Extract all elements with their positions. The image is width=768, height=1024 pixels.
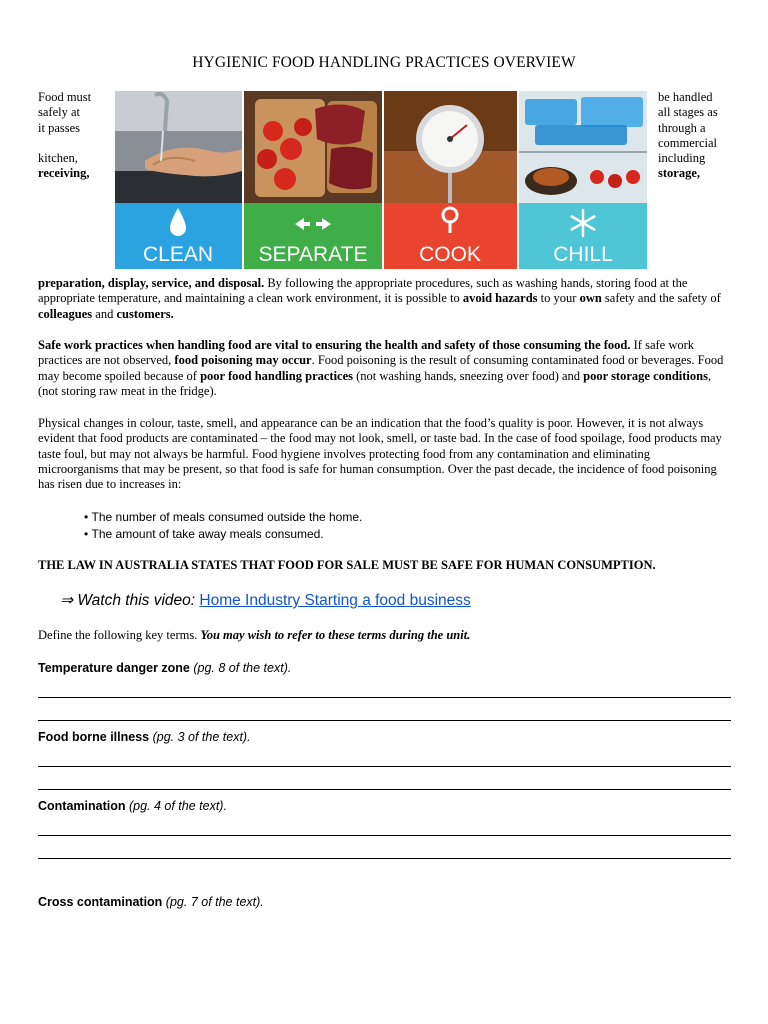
term-ref: (pg. 3 of the text). [149, 730, 251, 744]
body-text: to your [537, 291, 580, 306]
cook-label: COOK [419, 243, 481, 266]
bold-text: colleagues [38, 306, 93, 321]
body-text: , (not storing raw meat in the fridge). [38, 368, 712, 398]
term-label [38, 730, 251, 744]
term-ref: (pg. 8 of the text). [189, 661, 292, 675]
law-statement: THE LAW IN AUSTRALIA STATES THAT FOOD FOR SALE MUST BE SAFE FOR HUMAN CONSUMPTION. [38, 558, 656, 572]
define-emphasis: You may wish to refer to these terms during the unit. [200, 628, 471, 642]
bold-text: poor storage conditions [583, 368, 708, 383]
wrap-right-line: be handled [658, 90, 713, 104]
document-title: HYGIENIC FOOD HANDLING PRACTICES OVERVIEW [192, 54, 576, 71]
wrap-text-right [658, 90, 718, 182]
term-label [38, 799, 227, 813]
chill-label: CHILL [553, 243, 613, 266]
food-safety-banner [115, 91, 647, 269]
list-item: • The amount of take away meals consumed. [84, 527, 324, 541]
bold-text: Safe work practices when handling food are vital to ensuring the health and safety of those consuming the food. [38, 338, 631, 352]
body-text: . Food poisoning is the result of consuming contaminated food or beverages. Food may become spoiled because of [38, 353, 724, 383]
arrow-icon: ⇒ [60, 592, 73, 609]
bold-text: preparation, display, service, and disposal. [38, 276, 265, 290]
wrap-right-line: including [658, 151, 706, 166]
wrap-left-line: receiving, [38, 166, 90, 181]
define-instruction [38, 628, 470, 643]
wrap-left-line: it passes [38, 120, 81, 135]
term-name: Food borne illness [38, 730, 150, 744]
answer-line[interactable] [38, 789, 731, 790]
answer-line[interactable] [38, 720, 731, 721]
body-text: If safe work practices are not observed, [38, 338, 695, 368]
wrap-right-line: all stages as [658, 105, 718, 120]
wrap-left-line: Food must [38, 90, 92, 104]
list-item-text: The number of meals consumed outside the home. [91, 510, 363, 524]
define-text: Define the following key terms. [38, 628, 201, 642]
clean-label: CLEAN [142, 243, 214, 266]
bold-text: own [579, 291, 602, 306]
bullet-list [84, 509, 362, 543]
answer-line[interactable] [38, 697, 731, 698]
wrap-text-left [38, 90, 91, 182]
body-text: By following the appropriate procedures, such as washing hands, storing food at the appropriate temperature, and maintaining a clean work environment, it is possible to [38, 276, 688, 306]
separate-label: SEPARATE [258, 243, 368, 266]
wrap-left-line [38, 136, 91, 151]
answer-line[interactable] [38, 766, 731, 767]
wrap-left-line: kitchen, [38, 151, 78, 166]
video-link[interactable]: Home Industry Starting a food business [199, 592, 471, 609]
bold-text: avoid hazards [462, 291, 538, 306]
intro-paragraph [38, 276, 730, 322]
video-instruction [60, 591, 471, 610]
physical-changes-paragraph: Physical changes in colour, taste, smell, and appearance can be an indication that the food’s quality is poor. However, it is not always evident that food products are contaminated – the food may not look, smell, or taste bad. In the case of food spoilage, food products may taste foul, but may not always be harmful. Food hygiene involves protecting food from any contamination and eliminating microorganisms that may be present, so that food is safe for human consumption. Over the past decade, the incidence of food poisoning has risen due to increases in: [38, 416, 722, 492]
term-label [38, 661, 291, 675]
body-text: (not washing hands, sneezing over food) and [353, 368, 584, 383]
bold-text: food poisoning may occur [174, 353, 312, 368]
wrap-right-line: storage, [658, 166, 700, 181]
body-text: safety and the safety of [601, 291, 721, 306]
bold-text: poor food handling practices [200, 368, 354, 383]
wrap-right-line: commercial [658, 135, 717, 150]
term-name: Cross contamination [38, 895, 163, 909]
bold-text: customers. [116, 306, 174, 321]
answer-line[interactable] [38, 858, 731, 859]
term-ref: (pg. 7 of the text). [162, 895, 264, 909]
list-item: • The number of meals consumed outside the home. [84, 510, 363, 524]
term-name: Contamination [38, 799, 126, 813]
list-item-text: The amount of take away meals consumed. [91, 527, 324, 541]
video-prefix: Watch this video: [77, 592, 200, 609]
term-label [38, 895, 264, 909]
wrap-left-line: safely at [38, 105, 80, 120]
answer-line[interactable] [38, 835, 731, 836]
term-ref: (pg. 4 of the text). [125, 799, 227, 813]
wrap-right-line: through a [658, 120, 706, 135]
safe-practices-paragraph [38, 338, 730, 399]
term-name: Temperature danger zone [38, 661, 190, 675]
body-text: and [92, 306, 117, 321]
